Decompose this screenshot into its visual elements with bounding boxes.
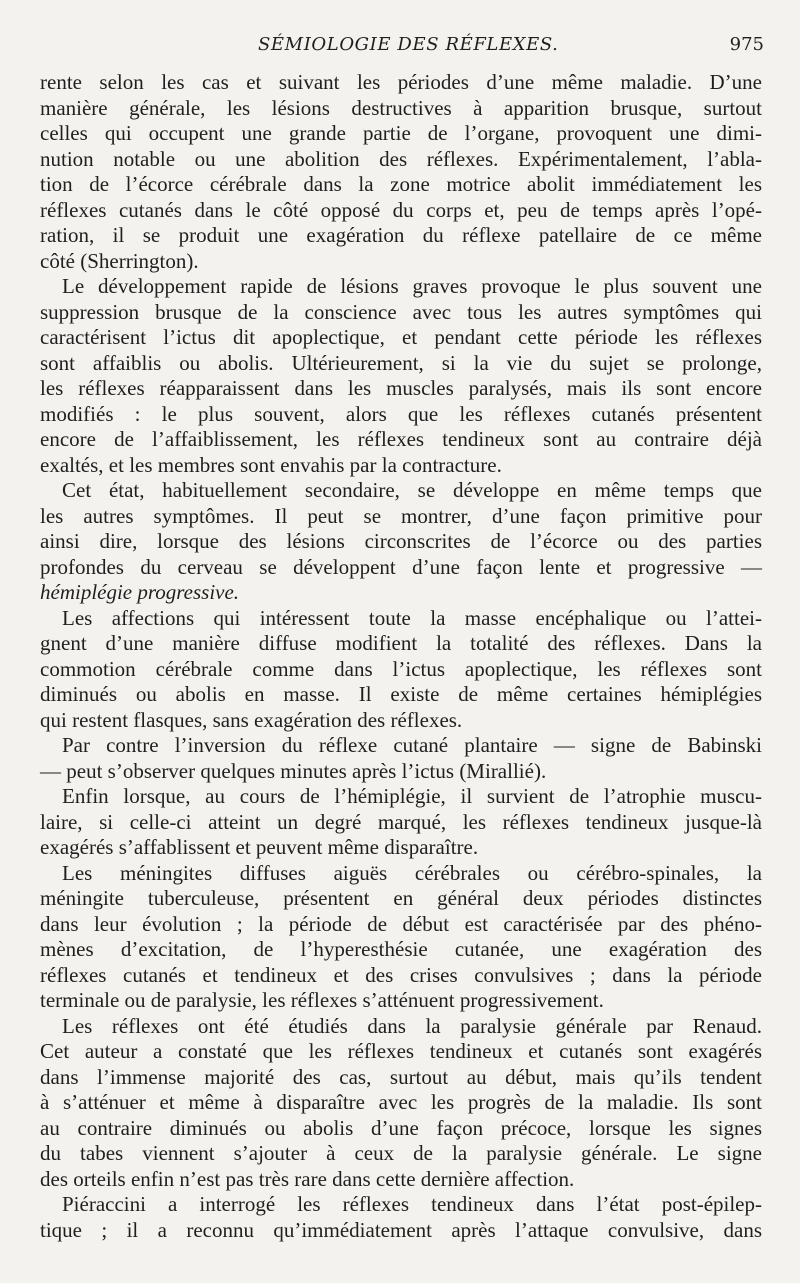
text-line: exagérés s’affablissent et peuvent même disparaître. xyxy=(40,835,479,859)
text-line: Les méningites diffuses aiguës cérébrales ou cérébro-spinales, la xyxy=(62,860,762,885)
text-line: des orteils enfin n’est pas très rare dans cette dernière affection. xyxy=(40,1166,575,1191)
text-line: caractérisent l’ictus dit apoplectique, et pendant cette période les réflexes xyxy=(40,325,762,349)
text-line: Les affections qui intéressent toute la masse encéphalique ou l’attei- xyxy=(62,605,762,630)
text-line: Piéraccini a interrogé les réflexes tendineux dans l’état post-épilep- xyxy=(62,1192,762,1216)
text-line: les autres symptômes. Il peut se montrer, d’une façon primitive pour xyxy=(40,503,762,528)
text-line: Par contre l’inversion du réflexe cutané plantaire — signe de Babinski xyxy=(62,733,762,757)
text-line: ration, il se produit une exagération du réflexe patellaire de ce même xyxy=(40,223,762,247)
text-line: dans leur évolution ; la période de début est caractérisée par des phéno- xyxy=(40,911,762,936)
text-line: dans l’immense majorité des cas, surtout au début, mais qu’ils tendent xyxy=(40,1064,762,1089)
text-line: réflexes cutanés dans le côté opposé du corps et, peu de temps après l’opé- xyxy=(40,197,762,222)
text-line: au contraire diminués ou abolis d’une façon précoce, lorsque les signes xyxy=(40,1115,762,1140)
text-line: manière générale, les lésions destructives à apparition brusque, surtout xyxy=(40,95,762,120)
text-line: encore de l’affaiblissement, les réflexes tendineux sont au contraire déjà xyxy=(40,427,762,451)
text-line: celles qui occupent une grande partie de l’organe, provoquent une dimi- xyxy=(40,121,762,145)
body-text xyxy=(40,70,762,1243)
text-line: méningite tuberculeuse, présentent en général deux périodes distinctes xyxy=(40,886,762,910)
text-line: — peut s’observer quelques minutes après l’ictus (Mirallié). xyxy=(40,758,547,783)
text-line: commotion cérébrale comme dans l’ictus apoplectique, les réflexes sont xyxy=(40,656,762,681)
text-line: tique ; il a reconnu qu’immédiatement après l’attaque convulsive, dans xyxy=(40,1217,762,1242)
text-line: nution notable ou une abolition des réflexes. Expérimentalement, l’abla- xyxy=(40,146,762,171)
running-head xyxy=(0,34,800,62)
text-line: laire, si celle-ci atteint un degré marqué, les réflexes tendineux jusque-là xyxy=(40,809,762,834)
text-line: du tabes viennent s’ajouter à ceux de la paralysie générale. Le signe xyxy=(40,1141,762,1165)
text-line: Les réflexes ont été étudiés dans la paralysie générale par Renaud. xyxy=(62,1013,762,1038)
text-line: réflexes cutanés et tendineux et des crises convulsives ; dans la période xyxy=(40,962,762,987)
text-line: côté (Sherrington). xyxy=(40,248,199,273)
text-line: ainsi dire, lorsque des lésions circonscrites de l’écorce ou des parties xyxy=(40,529,762,553)
text-line: terminale ou de paralysie, les réflexes s’atténuent progressivement. xyxy=(40,988,604,1012)
text-line: mènes d’excitation, de l’hyperesthésie cutanée, une exagération des xyxy=(40,937,762,961)
text-line: modifiés : le plus souvent, alors que les réflexes cutanés présentent xyxy=(40,401,762,426)
text-line: à s’atténuer et même à disparaître avec les progrès de la maladie. Ils sont xyxy=(40,1090,762,1114)
text-line: exaltés, et les membres sont envahis par la contracture. xyxy=(40,452,502,477)
text-line: hémiplégie progressive. xyxy=(40,580,240,604)
text-line: suppression brusque de la conscience avec tous les autres symptômes qui xyxy=(40,299,762,324)
text-line: diminués ou abolis en masse. Il existe de même certaines hémiplégies xyxy=(40,682,762,706)
text-line: Cet état, habituellement secondaire, se développe en même temps que xyxy=(62,478,762,502)
page-number: 975 xyxy=(729,34,764,55)
text-line: sont affaiblis ou abolis. Ultérieurement, si la vie du sujet se prolonge, xyxy=(40,350,762,375)
text-line: rente selon les cas et suivant les périodes d’une même maladie. D’une xyxy=(40,70,762,94)
text-line: qui restent flasques, sans exagération des réflexes. xyxy=(40,707,463,732)
text-line: Cet auteur a constaté que les réflexes tendineux et cutanés sont exagérés xyxy=(40,1039,762,1063)
running-head-title: SÉMIOLOGIE DES RÉFLEXES. xyxy=(258,34,559,55)
text-line: Le développement rapide de lésions graves provoque le plus souvent une xyxy=(62,274,762,298)
text-line: profondes du cerveau se développent d’une façon lente et progressive — xyxy=(40,554,762,579)
text-line: tion de l’écorce cérébrale dans la zone motrice abolit immédiatement les xyxy=(40,172,762,196)
text-line: Enfin lorsque, au cours de l’hémiplégie, il survient de l’atrophie muscu- xyxy=(62,784,762,808)
text-line: gnent d’une manière diffuse modifient la totalité des réflexes. Dans la xyxy=(40,631,762,655)
text-line: les réflexes réapparaissent dans les muscles paralysés, mais ils sont encore xyxy=(40,376,762,400)
